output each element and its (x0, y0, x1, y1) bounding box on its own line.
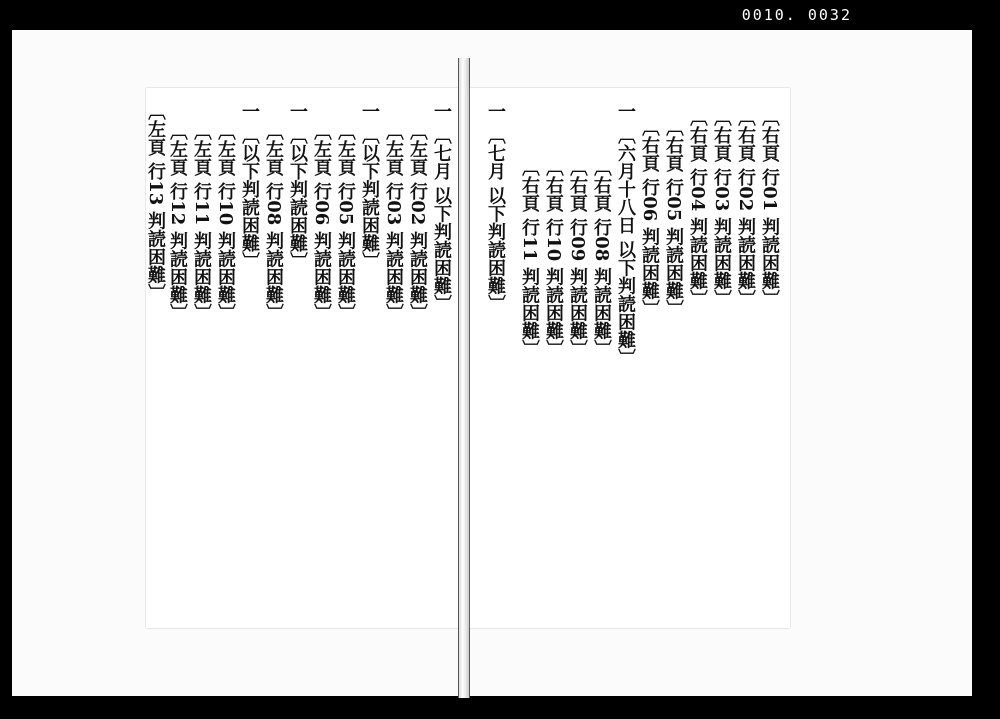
left-manuscript-page (146, 88, 464, 628)
binding-gutter (458, 58, 470, 698)
right-column-10: 〔右頁 行10 判読困難〕 (543, 158, 564, 358)
right-column-3: 〔右頁 行03 判読困難〕 (711, 108, 732, 308)
right-column-6: 〔右頁 行06 判読困難〕 (639, 118, 660, 318)
left-column-12: 〔左頁 行12 判読困難〕 (167, 122, 188, 322)
scan-bed-edge (978, 30, 982, 696)
left-column-10: 〔左頁 行10 判読困難〕 (215, 122, 236, 322)
right-column-4: 〔右頁 行04 判読困難〕 (687, 108, 708, 308)
right-column-11: 〔右頁 行11 判読困難〕 (519, 158, 540, 358)
left-column-9: 一 〔以下判読困難〕 (239, 102, 260, 271)
right-manuscript-page (470, 88, 790, 628)
right-column-12: 一 〔七月 以下判読困難〕 (485, 102, 506, 313)
right-column-7: 一 〔六月十八日 以下判読困難〕 (615, 102, 636, 367)
right-column-8: 〔右頁 行08 判読困難〕 (591, 158, 612, 358)
right-column-1: 〔右頁 行01 判読困難〕 (759, 108, 780, 308)
right-column-5: 〔右頁 行05 判読困難〕 (663, 118, 684, 318)
left-column-11: 〔左頁 行11 判読困難〕 (191, 122, 212, 322)
left-column-8: 〔左頁 行08 判読困難〕 (263, 122, 284, 322)
right-column-9: 〔右頁 行09 判読困難〕 (567, 158, 588, 358)
left-column-2: 〔左頁 行02 判読困難〕 (407, 122, 428, 322)
frame-number-label: 0010. 0032 (741, 6, 852, 24)
left-column-1: 一 〔七月 以下判読困難〕 (431, 102, 452, 313)
left-column-4: 一 〔以下判読困難〕 (359, 102, 380, 271)
left-column-13: 〔左頁 行13 判読困難〕 (145, 102, 166, 302)
left-column-7: 一 〔以下判読困難〕 (287, 102, 308, 271)
left-column-6: 〔左頁 行06 判読困難〕 (311, 122, 332, 322)
right-column-2: 〔右頁 行02 判読困難〕 (735, 108, 756, 308)
left-column-5: 〔左頁 行05 判読困難〕 (335, 122, 356, 322)
left-column-3: 〔左頁 行03 判読困難〕 (383, 122, 404, 322)
